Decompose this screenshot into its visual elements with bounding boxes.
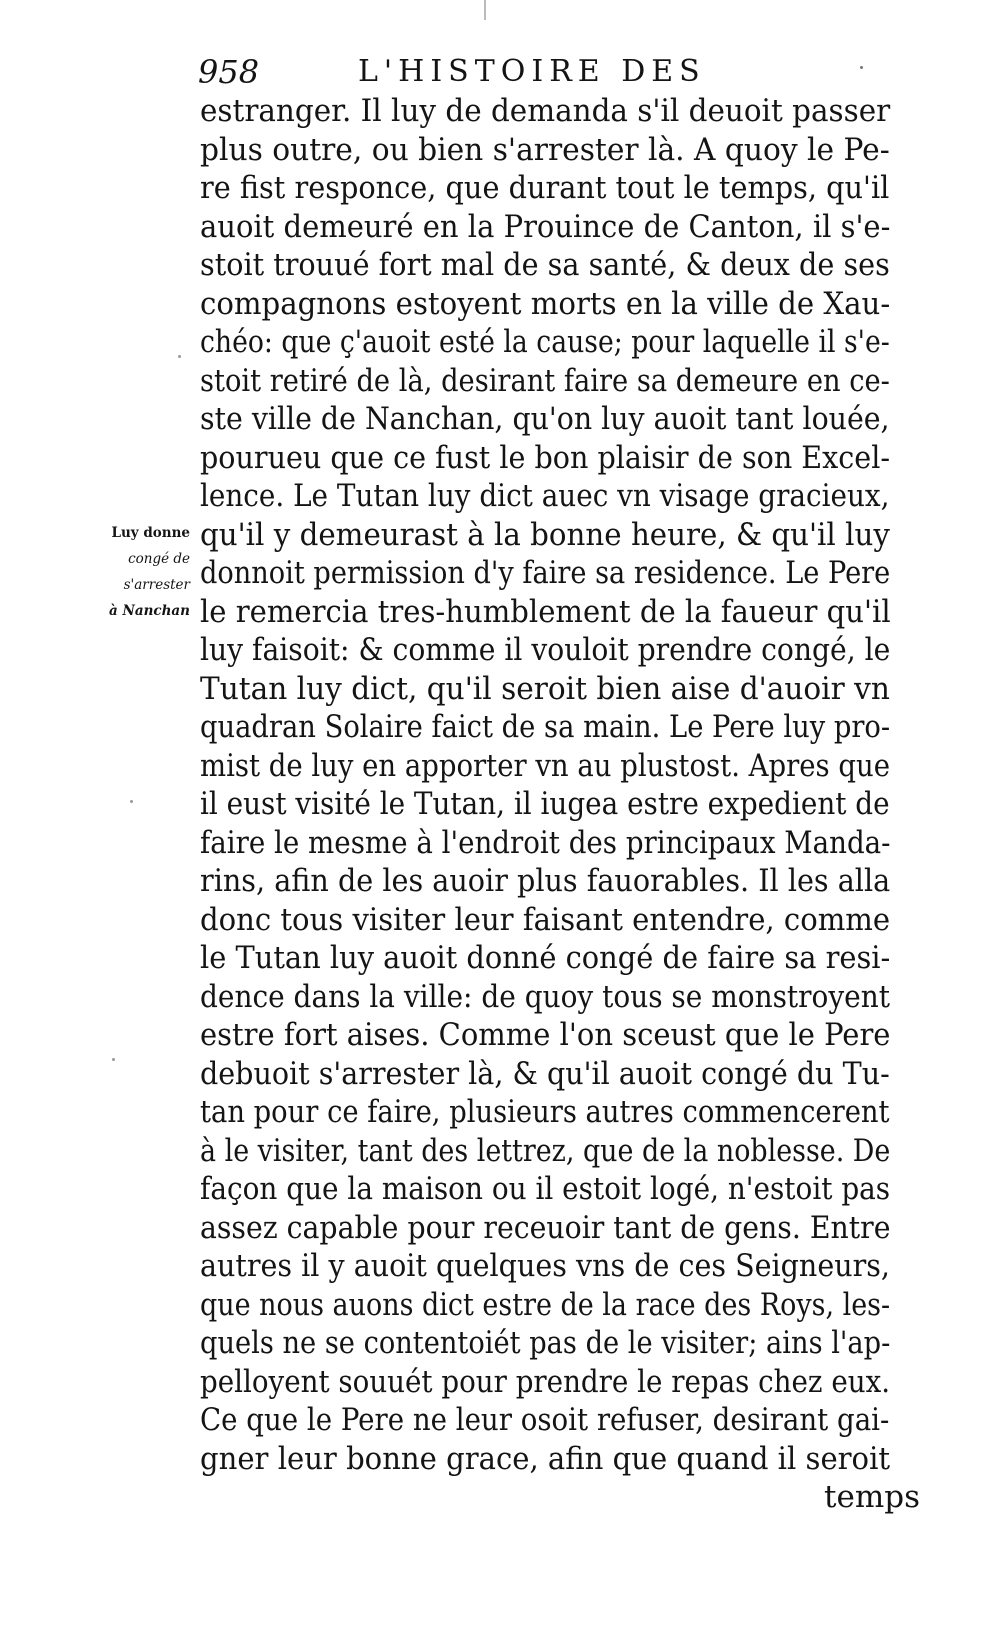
text-line: estre fort aises. Comme l'on sceust que le Pere: [200, 1017, 891, 1053]
ink-speck: [112, 1058, 115, 1061]
text-line: luy faisoit: & comme il vouloit prendre congé, le: [200, 632, 891, 668]
text-line: il eust visité le Tutan, il iugea estre expedient de: [200, 786, 890, 822]
text-line: pelloyent souuét pour prendre le repas chez eux.: [200, 1363, 891, 1400]
ink-speck: [178, 355, 181, 358]
marginal-note-line: Luy donne: [111, 525, 190, 541]
text-line: debuoit s'arrester là, & qu'il auoit congé du Tu-: [200, 1055, 890, 1092]
text-line: dence dans la ville: de quoy tous se monstroyent: [200, 978, 890, 1015]
text-line: tan pour ce faire, plusieurs autres commencerent: [200, 1094, 890, 1130]
marginal-note-line: à Nanchan: [109, 603, 190, 619]
text-line: stoit retiré de là, desirant faire sa demeure en ce-: [200, 362, 890, 399]
text-line: donc tous visiter leur faisant entendre, comme: [200, 901, 891, 938]
text-line: gner leur bonne grace, afin que quand il seroit: [200, 1440, 891, 1477]
text-line: quels ne se contentoiét pas de le visiter; ains l'ap-: [200, 1325, 891, 1361]
ink-speck: [860, 66, 863, 69]
text-line: re fist responce, que durant tout le temps, qu'il: [200, 170, 890, 206]
text-line: Tutan luy dict, qu'il seroit bien aise d'auoir vn: [200, 670, 890, 707]
text-line: rins, afin de les auoir plus fauorables. Il les alla: [200, 863, 891, 899]
marginal-note-line: congé de: [128, 551, 190, 567]
text-line: faire le mesme à l'endroit des principaux Manda-: [200, 824, 891, 861]
ink-speck: [130, 800, 133, 803]
text-line: autres il y auoit quelques vns de ces Seigneurs,: [200, 1248, 890, 1284]
text-line: le remercia tres-humblement de la faueur qu'il: [200, 593, 891, 630]
gutter-mark: [484, 0, 486, 20]
text-line: pourueu que ce fust le bon plaisir de son Excel-: [200, 439, 891, 476]
text-line: Ce que le Pere ne leur osoit refuser, desirant gai-: [200, 1402, 890, 1438]
text-line: qu'il y demeurast à la bonne heure, & qu'il luy: [200, 516, 890, 553]
page-number: 958: [198, 53, 260, 91]
text-line: chéo: que ç'auoit esté la cause; pour laquelle il s'e-: [200, 324, 890, 360]
text-line: à le visiter, tant des lettrez, que de la noblesse. De: [200, 1132, 891, 1169]
page-header: [198, 50, 818, 94]
text-line: stoit trouué fort mal de sa santé, & deux de ses: [200, 247, 890, 283]
text-line: le Tutan luy auoit donné congé de faire sa resi-: [200, 940, 891, 976]
text-line: assez capable pour receuoir tant de gens. Entre: [200, 1209, 891, 1246]
text-line: quadran Solaire faict de sa main. Le Pere luy pro-: [200, 709, 891, 745]
marginal-note-line: s'arrester: [123, 577, 190, 593]
text-line: lence. Le Tutan luy dict auec vn visage gracieux,: [200, 478, 890, 514]
marginal-note: [60, 520, 190, 624]
text-line: ste ville de Nanchan, qu'on luy auoit tant louée,: [200, 401, 890, 437]
running-head: L'HISTOIRE DES: [358, 54, 706, 89]
text-line: que nous auons dict estre de la race des Roys, les-: [200, 1286, 891, 1323]
text-line: façon que la maison ou il estoit logé, n'estoit pas: [200, 1171, 891, 1207]
text-line: donnoit permission d'y faire sa residence. Le Pere: [200, 555, 891, 591]
body-text: [200, 92, 920, 1517]
text-line: mist de luy en apporter vn au plustost. Apres que: [200, 747, 891, 784]
text-line: estranger. Il luy de demanda s'il deuoit passer: [200, 93, 891, 129]
text-line: auoit demeuré en la Prouince de Canton, il s'e-: [200, 208, 891, 245]
text-line: plus outre, ou bien s'arrester là. A quoy le Pe-: [200, 131, 890, 168]
text-line: compagnons estoyent morts en la ville de Xau-: [200, 285, 891, 322]
catchword: temps: [824, 1479, 920, 1515]
